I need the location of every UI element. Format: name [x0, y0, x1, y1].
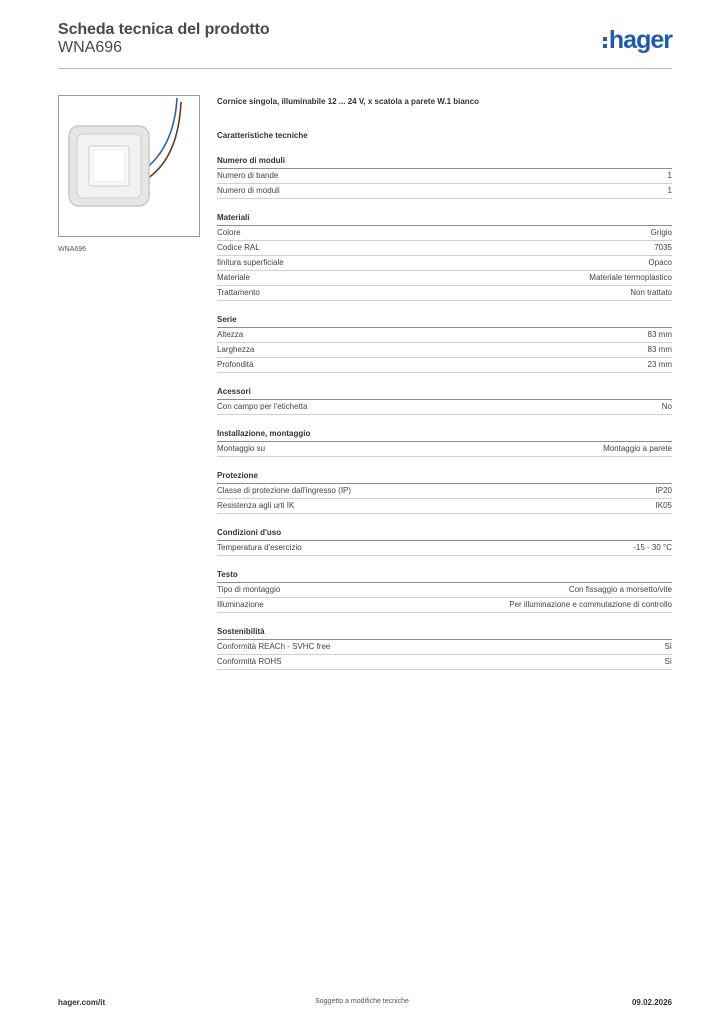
spec-section: [217, 428, 672, 457]
image-caption: WNA696: [58, 246, 87, 253]
spec-section: [217, 155, 672, 199]
spec-label: Classe di protezione dall'ingresso (IP): [217, 486, 352, 495]
spec-label: Conformità ROHS: [217, 657, 282, 666]
spec-label: Temperatura d'esercizio: [217, 543, 302, 552]
spec-value: 83 mm: [647, 345, 672, 354]
spec-label: Tipo di montaggio: [217, 585, 281, 594]
spec-value: 1: [667, 186, 672, 195]
header-divider: [58, 68, 672, 69]
product-description: Cornice singola, illuminabile 12 ... 24 V, x scatola a parete W.1 bianco: [217, 97, 480, 106]
spec-label: Illuminazione: [217, 600, 264, 609]
spec-value: Materiale termoplastico: [589, 273, 672, 282]
spec-row: [217, 169, 672, 184]
spec-row: [217, 541, 672, 556]
spec-label: Altezza: [217, 330, 244, 339]
spec-value: No: [661, 402, 672, 411]
logo-text: hager: [608, 26, 672, 54]
spec-value: 83 mm: [647, 330, 672, 339]
spec-value: Non trattato: [630, 288, 672, 297]
spec-row: [217, 328, 672, 343]
spec-row: [217, 655, 672, 670]
spec-label: Larghezza: [217, 345, 255, 354]
spec-row: [217, 583, 672, 598]
spec-value: Con fissaggio a morsetto/vite: [568, 585, 672, 594]
spec-value: 7035: [654, 243, 672, 252]
section-title: Materiali: [217, 212, 672, 226]
spec-label: Materiale: [217, 273, 250, 282]
spec-value: IK05: [655, 501, 672, 510]
spec-label: Profondità: [217, 360, 254, 369]
spec-row: [217, 442, 672, 457]
hager-logo: [603, 28, 672, 53]
spec-row: [217, 184, 672, 199]
spec-section: [217, 569, 672, 613]
spec-value: 1: [667, 171, 672, 180]
spec-row: [217, 286, 672, 301]
spec-row: [217, 484, 672, 499]
spec-value: Montaggio a parete: [603, 444, 672, 453]
spec-label: Colore: [217, 228, 241, 237]
spec-section: [217, 527, 672, 556]
spec-label: Numero di bande: [217, 171, 279, 180]
footer-website: hager.com/it: [58, 998, 106, 1007]
section-title: Protezione: [217, 470, 672, 484]
spec-value: Per illuminazione e commutazione di controllo: [509, 600, 672, 609]
spec-label: Montaggio su: [217, 444, 266, 453]
spec-row: [217, 499, 672, 514]
spec-content: [217, 96, 672, 670]
spec-row: [217, 271, 672, 286]
spec-value: Grigio: [650, 228, 672, 237]
spec-row: [217, 241, 672, 256]
spec-row: [217, 358, 672, 373]
section-title: Serie: [217, 314, 672, 328]
page-title: Scheda tecnica del prodotto: [58, 21, 270, 38]
tech-characteristics-title: Caratteristiche tecniche: [217, 131, 308, 140]
section-title: Installazione, montaggio: [217, 428, 672, 442]
section-title: Sostenibilità: [217, 626, 672, 640]
product-code: WNA696: [58, 39, 123, 56]
spec-row: [217, 256, 672, 271]
section-title: Condizioni d'uso: [217, 527, 672, 541]
spec-sections: [217, 155, 672, 670]
spec-value: Sì: [664, 657, 672, 666]
spec-row: [217, 226, 672, 241]
spec-label: Codice RAL: [217, 243, 260, 252]
section-title: Testo: [217, 569, 672, 583]
spec-value: Opaco: [648, 258, 672, 267]
spec-section: [217, 314, 672, 373]
spec-row: [217, 640, 672, 655]
product-frame-illustration: [59, 96, 199, 236]
spec-value: Sì: [664, 642, 672, 651]
spec-row: [217, 400, 672, 415]
spec-value: IP20: [655, 486, 672, 495]
spec-section: [217, 626, 672, 670]
spec-label: Con campo per l'etichetta: [217, 402, 308, 411]
spec-row: [217, 598, 672, 613]
spec-label: Trattamento: [217, 288, 260, 297]
spec-label: Conformità REACh - SVHC free: [217, 642, 331, 651]
spec-label: Resistenza agli urti IK: [217, 501, 295, 510]
spec-section: [217, 470, 672, 514]
logo-mark-icon: [603, 37, 607, 48]
product-image: [58, 95, 200, 237]
footer-note: Soggetto a modifiche tecniche: [315, 998, 409, 1005]
spec-value: 23 mm: [647, 360, 672, 369]
spec-label: finitura superficiale: [217, 258, 284, 267]
footer-date: 09.02.2026: [631, 998, 672, 1007]
section-title: Acessori: [217, 386, 672, 400]
spec-section: [217, 386, 672, 415]
spec-section: [217, 212, 672, 301]
spec-value: -15 - 30 °C: [633, 543, 672, 552]
section-title: Numero di moduli: [217, 155, 672, 169]
spec-row: [217, 343, 672, 358]
spec-label: Numero di moduli: [217, 186, 280, 195]
